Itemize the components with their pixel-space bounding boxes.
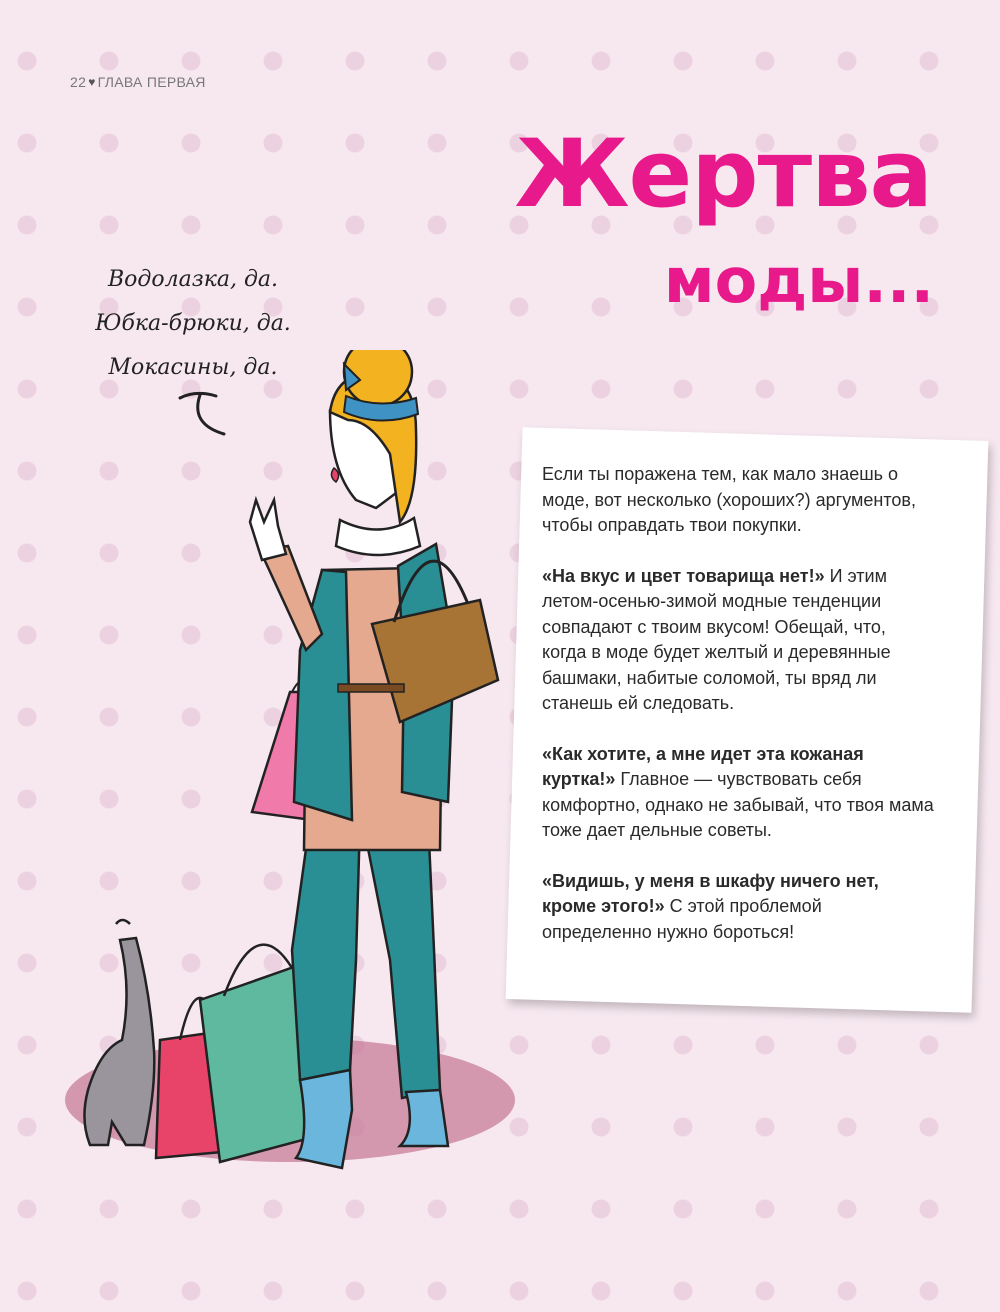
argument-text: И этим летом-осенью-зимой модные тенденции совпадают с твоим вкусом! Обещай, что, когда в моде будет желтый и деревянные башмаки, набитые соломой, ты вряд ли станешь ей следовать. bbox=[542, 565, 891, 713]
page-header bbox=[70, 74, 206, 90]
speech-line: Водолазка, да. bbox=[107, 267, 279, 292]
speech-line: Мокасины, да. bbox=[108, 355, 278, 380]
page-subtitle: моды... bbox=[663, 244, 934, 317]
argument-quote: «На вкус и цвет товарища нет!» bbox=[542, 565, 825, 586]
info-card-text bbox=[542, 462, 934, 970]
raised-arm bbox=[250, 500, 322, 650]
page-number: 22 bbox=[70, 74, 87, 90]
argument-text: С этой проблемой определенно нужно бороться! bbox=[542, 896, 822, 942]
argument-quote: «Видишь, у меня в шкафу ничего нет, кроме этого!» bbox=[542, 870, 879, 916]
heart-icon: ♥ bbox=[88, 75, 96, 89]
page-title: Жертва bbox=[514, 120, 932, 229]
speech-line: Юбка-брюки, да. bbox=[95, 311, 291, 336]
head bbox=[330, 350, 418, 522]
fashion-girl-illustration bbox=[60, 350, 520, 1190]
collar bbox=[336, 518, 420, 555]
chapter-title: ГЛАВА ПЕРВАЯ bbox=[97, 74, 206, 90]
intro-paragraph: Если ты поражена тем, как мало знаешь о моде, вот несколько (хороших?) аргументов, чтобы оправдать твои покупки. bbox=[542, 464, 916, 535]
belt bbox=[338, 684, 404, 692]
argument-text: Главное — чувствовать себя комфортно, однако не забывай, что твоя мама тоже дает дельные советы. bbox=[542, 769, 934, 840]
argument-paragraph bbox=[542, 869, 934, 946]
argument-quote: «Как хотите, а мне идет эта кожаная куртка!» bbox=[542, 743, 864, 789]
argument-paragraph bbox=[542, 742, 934, 844]
cat bbox=[84, 920, 154, 1145]
argument-paragraph bbox=[542, 564, 934, 717]
